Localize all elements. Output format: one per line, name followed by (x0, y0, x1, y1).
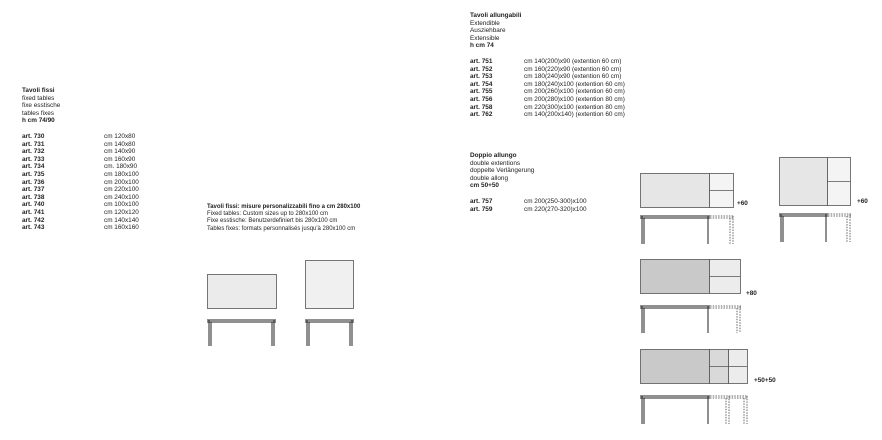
fixed-line-fr: tables fixes (22, 109, 54, 117)
extendable-line-de: Ausziehbare (470, 27, 506, 35)
extendable-row: art. 756 cm 200(280)x100 (extention 80 cm) (470, 95, 625, 103)
ext-label-plus60-square: +60 (857, 198, 868, 205)
extendable-row: art. 758 cm 220(300)x100 (extention 80 cm) (470, 103, 625, 111)
fixed-row: art. 737 cm 220x100 (22, 186, 139, 194)
extendable-row: art. 754 cm 180(240)x100 (extention 60 cm) (470, 80, 625, 88)
fixed-row: art. 738 cm 240x100 (22, 193, 139, 201)
double-row: art. 759 cm 220(270-320)x100 (470, 205, 587, 213)
fixed-square-table-top (306, 261, 354, 309)
fixed-row: art. 736 cm 200x100 (22, 178, 139, 186)
fixed-row: art. 742 cm 140x140 (22, 216, 139, 224)
extendable-row: art. 755 cm 200(260)x100 (extention 60 cm) (470, 88, 625, 96)
fixed-row: art. 735 cm 180x100 (22, 170, 139, 178)
extendable-line-fr: Extensible (470, 34, 500, 42)
ext80-table-top (641, 260, 741, 294)
extendable-line-en: Extendible (470, 19, 500, 27)
ext60-square-table-top (780, 158, 851, 206)
fixed-row: art. 732 cm 140x90 (22, 148, 136, 156)
ext80-table-side (640, 306, 741, 333)
fixed-row: art. 730 cm 120x80 (22, 132, 136, 140)
extendable-row: art. 753 cm 180(240)x90 (extention 60 cm) (470, 73, 622, 81)
extendable-height: h cm 74 (470, 42, 494, 50)
ext5050-table-side (640, 396, 748, 424)
ext60-square-table-side (779, 214, 851, 242)
extendable-title: Tavoli allungabili (470, 12, 522, 19)
fixed-row: art. 734 cm. 180x90 (22, 163, 138, 171)
fixed-title: Tavoli fissi (22, 87, 55, 94)
fixed-row: art. 743 cm 160x160 (22, 224, 139, 232)
double-line-fr: double allong (470, 174, 509, 182)
fixed-rect-table-side (207, 320, 276, 346)
ext60-rect-table-side (640, 216, 734, 244)
custom-line-en: Fixed tables: Custom sizes up to 280x100 cm (207, 211, 329, 218)
fixed-row: art. 740 cm 100x100 (22, 201, 139, 209)
custom-line-fr: Tables fixes: formats personnalisés jusqu'à 280x100 cm (207, 225, 356, 232)
double-height: cm 50+50 (470, 182, 499, 190)
extendable-row: art. 751 cm 140(200)x90 (extention 60 cm) (470, 57, 622, 65)
fixed-line-en: fixed tables (22, 94, 55, 102)
custom-line-de: Fixe esstische: Benutzerdefiniert bis 280x100 cm (207, 218, 338, 225)
fixed-line-it: fixe esstische (22, 102, 61, 110)
double-row: art. 757 cm 200(250-300)x100 (470, 197, 587, 205)
ext60-rect-table-top (641, 174, 734, 208)
double-line-de: doppelte Verlängerung (470, 167, 535, 175)
fixed-square-table-side (305, 320, 354, 346)
extendable-row: art. 762 cm 140(200x140) (extention 60 cm) (470, 111, 625, 119)
fixed-row: art. 733 cm 160x90 (22, 155, 136, 163)
ext-label-plus80: +80 (746, 290, 757, 297)
fixed-row: art. 731 cm 140x80 (22, 140, 136, 148)
custom-title: Tavoli fissi: misure personalizzabili fino a cm 280x100 (207, 204, 361, 210)
fixed-rect-table-top (208, 275, 277, 309)
ext-label-plus60-rect: +60 (737, 200, 748, 207)
extendable-row: art. 752 cm 160(220)x90 (extention 60 cm) (470, 65, 622, 73)
ext-label-plus5050: +50+50 (754, 377, 776, 384)
double-title: Doppio allungo (470, 152, 517, 159)
fixed-height: h cm 74/90 (22, 117, 55, 125)
fixed-row: art. 741 cm 120x120 (22, 208, 139, 216)
ext5050-table-top (641, 350, 748, 384)
double-line-en: double extentions (470, 159, 521, 167)
